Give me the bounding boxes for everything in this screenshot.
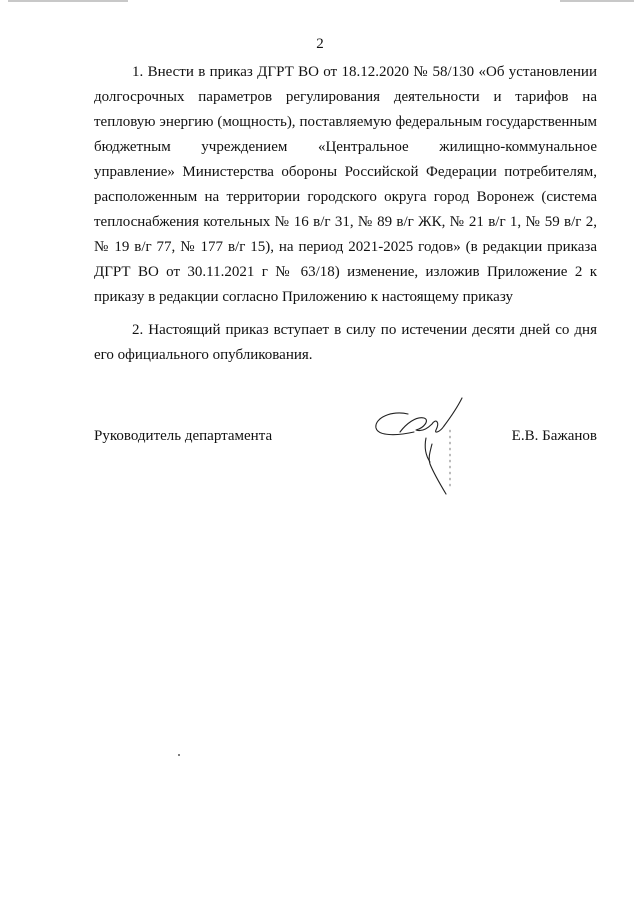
paragraph-1-line: приказу в редакции согласно Приложению к настоящему приказу bbox=[94, 289, 513, 305]
paragraph-1-line: 1. Внести в приказ ДГРТ ВО от 18.12.2020 № 58/130 «Об установлении bbox=[132, 64, 597, 80]
page-number: 2 bbox=[316, 36, 324, 52]
paragraph-1-line: тепловую энергию (мощность), поставляемую федеральным государственным bbox=[94, 114, 597, 130]
signature-stroke bbox=[444, 398, 462, 426]
paragraph-1 bbox=[94, 60, 597, 310]
scan-edge-mark-right bbox=[560, 0, 634, 2]
paragraph-1-line: расположенным на территории городского округа город Воронеж (система bbox=[94, 189, 597, 205]
signature-icon bbox=[370, 392, 470, 502]
paragraph-1-line: управление» Министерства обороны Российской Федерации потребителям, bbox=[94, 164, 597, 180]
paragraph-1-line: бюджетным учреждением «Центральное жилищно-коммунальное bbox=[94, 139, 597, 155]
signature-stroke bbox=[429, 444, 446, 494]
paragraph-2 bbox=[94, 318, 597, 368]
signature-stroke bbox=[400, 418, 432, 432]
signer-name: Е.В. Бажанов bbox=[511, 428, 597, 444]
paragraph-2-line: 2. Настоящий приказ вступает в силу по истечении десяти дней со дня bbox=[132, 322, 597, 338]
paragraph-1-line: ДГРТ ВО от 30.11.2021 г № 63/18) изменение, изложив Приложение 2 к bbox=[94, 264, 597, 280]
scan-speck bbox=[178, 754, 180, 756]
signature-stroke bbox=[432, 421, 444, 432]
paragraph-1-line: теплоснабжения котельных № 16 в/г 31, № 89 в/г ЖК, № 21 в/г 1, № 59 в/г 2, bbox=[94, 214, 597, 230]
paragraph-2-line: его официального опубликования. bbox=[94, 347, 313, 363]
paragraph-1-line: № 19 в/г 77, № 177 в/г 15), на период 2021-2025 годов» (в редакции приказа bbox=[94, 239, 597, 255]
scan-edge-mark-left bbox=[8, 0, 128, 2]
signer-title: Руководитель департамента bbox=[94, 428, 273, 444]
paragraph-1-line: долгосрочных параметров регулирования деятельности и тарифов на bbox=[94, 89, 597, 105]
